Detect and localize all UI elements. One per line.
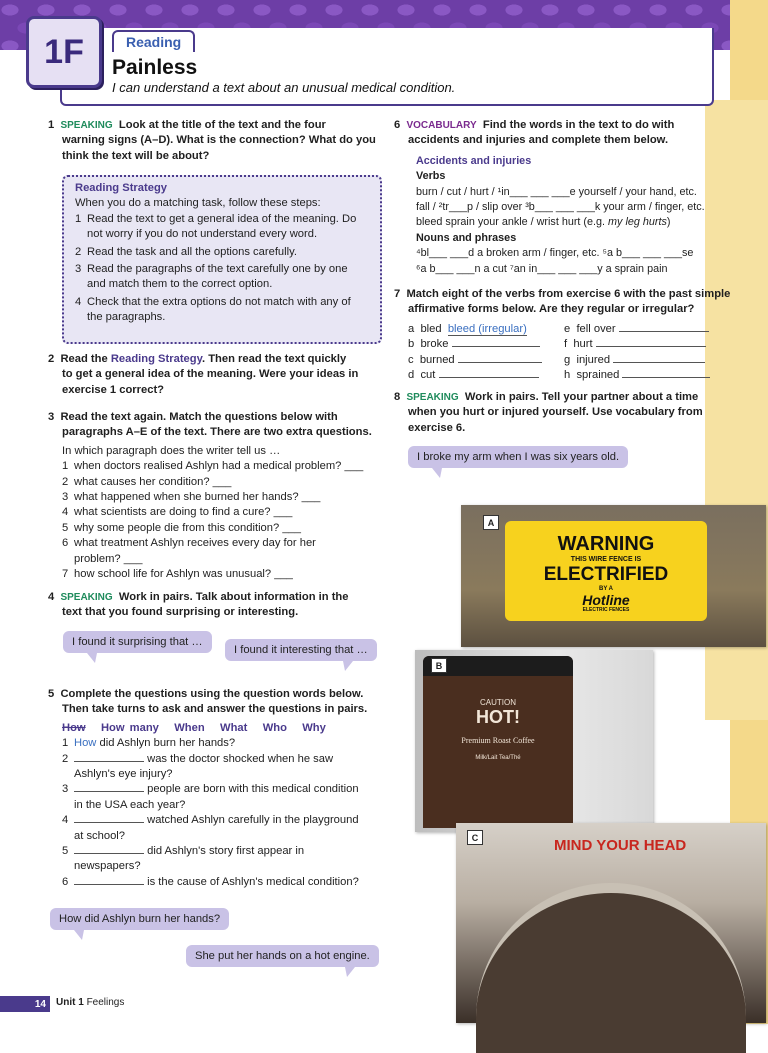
ex5-question-cont: Ashlyn's eye injury? <box>74 768 173 781</box>
ex6-keyword: VOCABULARY <box>406 120 477 131</box>
vocab-line: ⁴bl___ ___d a broken arm / finger, etc. ⁵a b___ ___ ___se <box>416 247 694 260</box>
reading-strategy <box>75 181 375 326</box>
ex5-number: 5 <box>48 688 55 700</box>
ex3-number: 3 <box>48 411 55 423</box>
ex6-number: 6 <box>394 119 401 131</box>
sign-text: ELECTRIFIED <box>543 564 669 585</box>
question-word: How <box>62 721 86 734</box>
ex3-line1: Read the text again. Match the questions below with <box>60 411 338 423</box>
sign-text: BY A <box>598 586 613 592</box>
ex4-number: 4 <box>48 591 55 603</box>
strategy-title: Reading Strategy <box>75 182 168 194</box>
footer-unit-name: Unit 1 <box>56 997 84 1008</box>
vocab-subheading: Nouns and phrases <box>416 231 517 244</box>
ex3-question: 2 what causes her condition? ___ <box>62 475 232 488</box>
strategy-link[interactable]: Reading Strategy <box>110 353 202 365</box>
ex5-line1: Complete the questions using the question words below. <box>60 688 364 700</box>
question-word: Why <box>302 721 326 734</box>
ex1-number: 1 <box>48 119 55 131</box>
ex6-line2: accidents and injuries and complete them below. <box>408 134 669 147</box>
ex7-item: a bled bleed (irregular) <box>408 322 527 335</box>
exercise-5 <box>48 687 384 890</box>
exercise-3 <box>48 410 384 582</box>
ex8-number: 8 <box>394 391 401 403</box>
vocab-subheading: Verbs <box>416 170 446 183</box>
vocab-heading: Accidents and injuries <box>416 154 532 167</box>
ex7-item: h sprained <box>564 368 724 383</box>
ex7-line1: Match eight of the verbs from exercise 6 with the past simple <box>406 288 731 300</box>
ex7-item: g injured <box>564 353 724 368</box>
cup-text: Premium Roast Coffee <box>461 736 535 745</box>
ex3-question: 6 what treatment Ashlyn receives every day for her <box>62 537 316 550</box>
sign-text: THIS WIRE FENCE IS <box>570 556 642 563</box>
ex3-question: 1 when doctors realised Ashlyn had a medical problem? ___ <box>62 460 364 473</box>
ex1-line2: warning signs (A–D). What is the connection? What do you <box>62 134 376 147</box>
exercise-4 <box>48 590 384 621</box>
ex5-question: 6 is the cause of Ashlyn's medical condition? <box>62 875 359 888</box>
strategy-item: 4 Check that the extra options do not match with any of <box>75 295 351 308</box>
ex2-line3: exercise 1 correct? <box>62 383 164 396</box>
strategy-item: 2 Read the task and all the options carefully. <box>75 245 297 258</box>
question-word: Who <box>262 721 287 734</box>
photo-tunnel <box>456 823 766 1023</box>
speech-bubble: She put her hands on a hot engine. <box>186 945 379 967</box>
ex5-question-cont: at school? <box>74 829 125 842</box>
photo-label: A <box>483 515 499 530</box>
ex2-line2: to get a general idea of the meaning. Were your ideas in <box>62 368 359 381</box>
ex5-question: 4 watched Ashlyn carefully in the playground <box>62 814 359 827</box>
ex5-question: 1 How did Ashlyn burn her hands? <box>62 737 236 750</box>
cup-text: Milk/Lait Tea/Thé <box>475 755 521 761</box>
strategy-item-cont: and match them to the correct option. <box>87 278 273 291</box>
ex5-question: 2 was the doctor shocked when he saw <box>62 752 334 765</box>
exercise-1 <box>48 118 384 164</box>
ex3-question: 7 how school life for Ashlyn was unusual? ___ <box>62 568 293 581</box>
photo-label: C <box>467 830 483 845</box>
question-word: When <box>174 721 205 734</box>
ex6-line1: Find the words in the text to do with <box>482 119 675 131</box>
speech-bubble: I found it surprising that … <box>63 631 212 653</box>
ex2-text: . Then read the text quickly <box>202 353 347 365</box>
ex5-question: 5 did Ashlyn's story first appear in <box>62 845 305 858</box>
ex7-item: c burned <box>408 353 564 368</box>
question-word: How many <box>100 721 159 734</box>
ex8-line3: exercise 6. <box>408 421 466 434</box>
speech-bubble: I broke my arm when I was six years old. <box>408 446 628 468</box>
coffee-cup <box>423 656 573 828</box>
ex7-line2: affirmative forms below. Are they regular or irregular? <box>408 303 695 316</box>
page-title: Painless <box>112 56 198 79</box>
ex8-keyword: SPEAKING <box>406 392 459 403</box>
strategy-item: 3 Read the paragraphs of the text carefully one by one <box>75 263 348 276</box>
page-number: 14 <box>0 996 50 1012</box>
cup-text: HOT! <box>476 707 520 727</box>
ex7-item: f hurt <box>564 337 724 352</box>
strategy-item-cont: not worry if you do not understand every word. <box>87 228 318 241</box>
unit-badge: 1F <box>26 16 102 88</box>
ex3-question: 4 what scientists are doing to find a cure? ___ <box>62 506 293 519</box>
ex1-line3: think the text will be about? <box>62 149 210 162</box>
page-subtitle: I can understand a text about an unusual medical condition. <box>112 80 456 95</box>
section-tab: Reading <box>112 30 195 52</box>
ex7-item: d cut <box>408 368 564 383</box>
ex4-line2: text that you found surprising or interesting. <box>62 606 299 619</box>
cup-text: CAUTION <box>480 698 516 707</box>
sign-text: Hotline <box>582 592 630 608</box>
ex5-line2: Then take turns to ask and answer the questions in pairs. <box>62 703 368 716</box>
vocab-line: burn / cut / hurt / ¹in___ ___ ___e yourself / your hand, etc. <box>416 185 697 198</box>
ex3-line2: paragraphs A–E of the text. There are two extra questions. <box>62 426 372 439</box>
ex3-question: 5 why some people die from this condition? ___ <box>62 521 301 534</box>
ex5-question-cont: in the USA each year? <box>74 798 186 811</box>
exercise-2 <box>48 352 384 398</box>
ex5-question: 3 people are born with this medical condition <box>62 783 359 796</box>
speech-bubble: How did Ashlyn burn her hands? <box>50 908 229 930</box>
ex4-line1: Work in pairs. Talk about information in the <box>118 591 349 603</box>
ex3-intro: In which paragraph does the writer tell us … <box>62 444 281 457</box>
exercise-8 <box>394 390 734 436</box>
ex7-item: e fell over <box>564 322 724 337</box>
exercise-7 <box>394 287 734 383</box>
ex4-keyword: SPEAKING <box>60 592 113 603</box>
strategy-item: 1 Read the text to get a general idea of the meaning. Do <box>75 212 357 225</box>
vocab-line: bleed sprain your ankle / wrist hurt (e.g. my leg hurts) <box>416 216 671 229</box>
ex3-question: 3 what happened when she burned her hands? ___ <box>62 491 321 504</box>
ex3-question: problem? ___ <box>74 552 143 565</box>
warning-sign <box>505 521 707 621</box>
strategy-item-cont: the paragraphs. <box>87 311 166 324</box>
photo-coffee-cup <box>415 650 653 832</box>
sign-text: WARNING <box>557 533 655 555</box>
ex1-line1: Look at the title of the text and the four <box>118 119 326 131</box>
ex7-item: b broke <box>408 337 564 352</box>
ex5-question-cont: newspapers? <box>74 860 141 873</box>
question-word-list <box>48 721 384 736</box>
photo-label: B <box>431 658 447 673</box>
vocab-line: fall / ²tr___p / slip over ³b___ ___ ___k your arm / finger, etc. <box>416 201 705 214</box>
question-word: What <box>220 721 248 734</box>
footer-unit <box>56 997 124 1008</box>
speech-bubble: I found it interesting that … <box>225 639 377 661</box>
ex2-text: Read the <box>60 353 111 365</box>
sign-text: ELECTRIC FENCES <box>582 607 630 613</box>
ex1-keyword: SPEAKING <box>60 120 113 131</box>
footer-topic: Feelings <box>86 997 125 1008</box>
ex8-line2: when you hurt or injured yourself. Use vocabulary from <box>408 406 703 419</box>
exercise-6 <box>394 118 734 277</box>
strategy-intro: When you do a matching task, follow these steps: <box>75 197 321 210</box>
ex8-line1: Work in pairs. Tell your partner about a time <box>464 391 699 403</box>
tunnel-sign-text: MIND YOUR HEAD <box>554 837 687 854</box>
vocab-line: ⁶a b___ ___n a cut ⁷an in___ ___ ___y a sprain pain <box>416 262 668 275</box>
photo-warning-sign <box>461 505 766 647</box>
ex7-number: 7 <box>394 288 401 300</box>
ex2-number: 2 <box>48 353 55 365</box>
